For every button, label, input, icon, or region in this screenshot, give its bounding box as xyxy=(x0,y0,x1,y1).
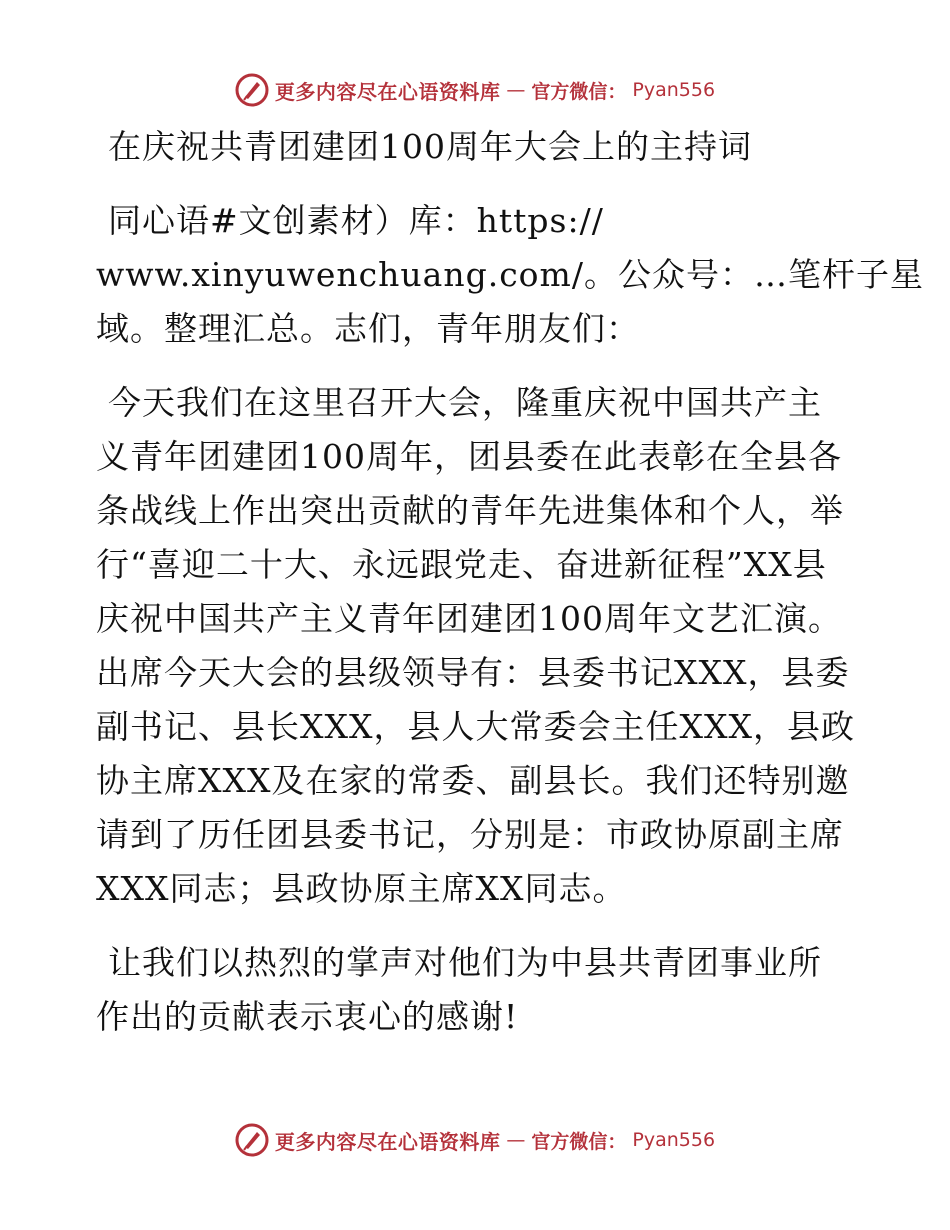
paragraph-line: 义青年团建团100周年，团县委在此表彰在全县各 xyxy=(96,437,842,476)
paragraph-line: 作出的贡献表示衷心的感谢! xyxy=(96,997,519,1036)
paragraph-line: 庆祝中国共产主义青年团建团100周年文艺汇演。 xyxy=(96,599,842,638)
paragraph-line: www.xinyuwenchuang.com/。公众号：…笔杆子星 xyxy=(96,255,924,294)
watermark-main-text: 更多内容尽在心语资料库 xyxy=(274,1129,501,1154)
paragraph-line: 副书记、县长XXX，县人大常委会主任XXX，县政 xyxy=(96,707,855,746)
watermark-separator: — xyxy=(506,1129,526,1151)
header-watermark xyxy=(0,70,950,110)
watermark-main-text: 更多内容尽在心语资料库 xyxy=(274,79,501,104)
paragraph-line: 条战线上作出突出贡献的青年先进集体和个人，举 xyxy=(96,491,844,530)
watermark-contact-id: Pyan556 xyxy=(632,79,716,101)
paragraph-line: 域。整理汇总。志们，青年朋友们： xyxy=(96,309,640,348)
paragraph-3 xyxy=(96,936,866,1044)
document-body xyxy=(96,120,924,1044)
watermark-contact-label: 官方微信： xyxy=(531,80,627,103)
paragraph-line: 同心语#文创素材）库：https:// xyxy=(108,201,604,240)
watermark-contact-id: Pyan556 xyxy=(632,1129,716,1151)
quill-logo-icon xyxy=(235,73,269,107)
paragraph-2 xyxy=(96,376,866,916)
paragraph-1 xyxy=(96,194,924,356)
watermark-contact-label: 官方微信： xyxy=(531,1130,627,1153)
paragraph-line: XXX同志；县政协原主席XX同志。 xyxy=(96,869,627,908)
paragraph-line: 请到了历任团县委书记，分别是：市政协原副主席 xyxy=(96,815,844,854)
document-title: 在庆祝共青团建团100周年大会上的主持词 xyxy=(108,127,752,166)
paragraph-line: 出席今天大会的县级领导有：县委书记XXX，县委 xyxy=(96,653,850,692)
paragraph-line: 让我们以热烈的掌声对他们为中县共青团事业所 xyxy=(108,943,822,982)
paragraph-line: 行“喜迎二十大、永远跟党走、奋进新征程”XX县 xyxy=(96,545,827,584)
footer-watermark xyxy=(0,1120,950,1160)
quill-logo-icon xyxy=(235,1123,269,1157)
watermark-separator: — xyxy=(506,79,526,101)
paragraph-line: 协主席XXX及在家的常委、副县长。我们还特别邀 xyxy=(96,761,850,800)
paragraph-line: 今天我们在这里召开大会，隆重庆祝中国共产主 xyxy=(108,383,822,422)
